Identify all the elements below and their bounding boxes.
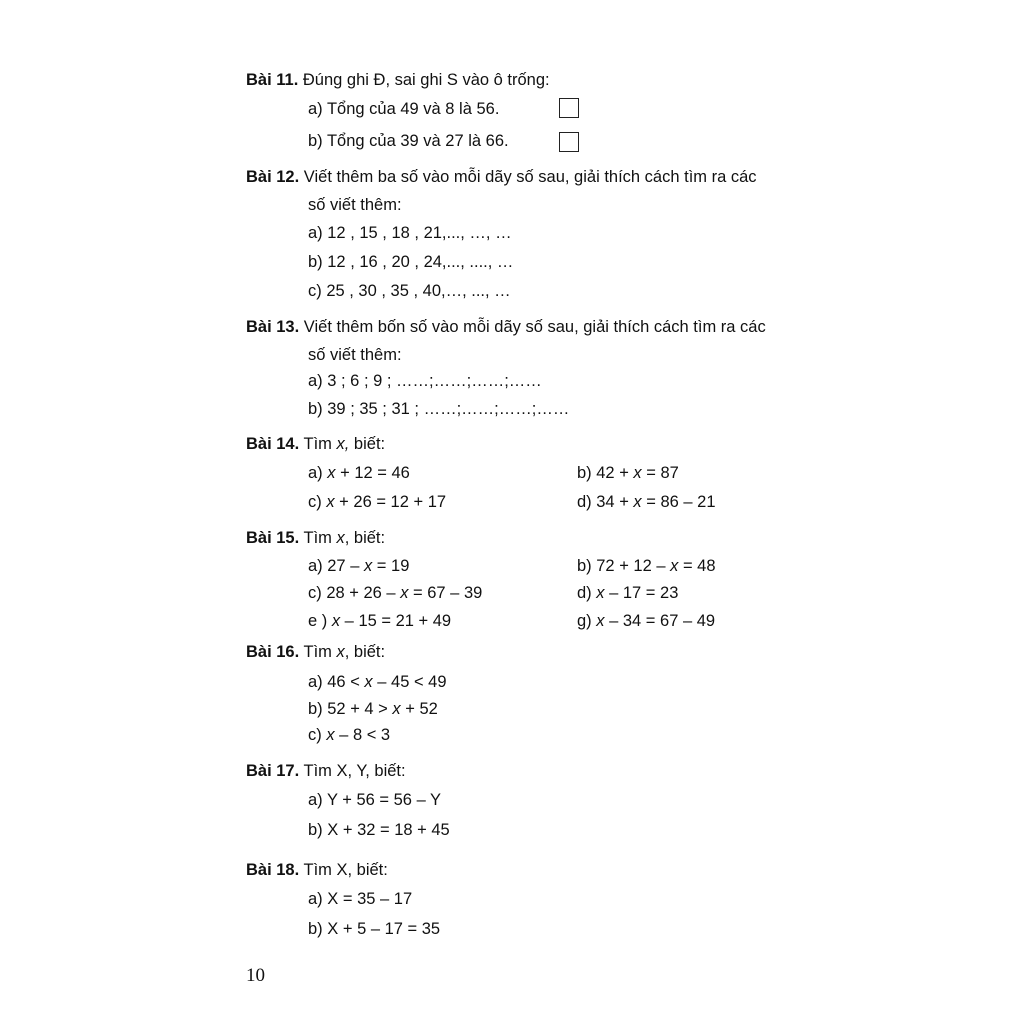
exercise-number: Bài 13.: [246, 318, 300, 336]
exercise-item: b) X + 32 = 18 + 45: [308, 821, 450, 839]
exercise-14-heading: [246, 434, 385, 454]
exercise-prompt: Đúng ghi Đ, sai ghi S vào ô trống:: [302, 71, 550, 89]
page-number: 10: [246, 965, 265, 986]
exercise-13-heading: [246, 317, 766, 337]
exercise-11-heading: [246, 70, 550, 90]
exercise-number: Bài 15.: [246, 529, 300, 547]
exercise-item: b) X + 5 – 17 = 35: [308, 920, 441, 938]
exercise-item: c) x – 8 < 3: [308, 726, 391, 744]
exercise-item: d) x – 17 = 23: [577, 584, 679, 602]
variable: x: [336, 529, 345, 547]
exercise-prompt: Tìm X, biết:: [303, 861, 388, 879]
exercise-number: Bài 17.: [246, 762, 300, 780]
exercise-item: a) 27 – x = 19: [308, 557, 410, 575]
exercise-item: a) 3 ; 6 ; 9 ; ……;……;……;……: [308, 372, 542, 390]
exercise-15-heading: [246, 528, 385, 548]
exercise-item: a) 12 , 15 , 18 , 21,..., …, …: [308, 224, 512, 242]
answer-checkbox-a[interactable]: [559, 98, 579, 118]
exercise-item: b) 12 , 16 , 20 , 24,..., ...., …: [308, 253, 514, 271]
exercise-item: d) 34 + x = 86 – 21: [577, 493, 716, 511]
exercise-prompt: Viết thêm bốn số vào mỗi dãy số sau, giải thích cách tìm ra các: [303, 318, 766, 336]
exercise-item: b) 42 + x = 87: [577, 464, 679, 482]
exercise-item: b) 52 + 4 > x + 52: [308, 700, 438, 718]
exercise-17-heading: [246, 761, 406, 781]
exercise-number: Bài 16.: [246, 643, 300, 661]
prompt-text: Tìm: [303, 529, 337, 547]
prompt-text: biết:: [349, 435, 386, 453]
exercise-item: a) Y + 56 = 56 – Y: [308, 791, 442, 809]
exercise-item: a) x + 12 = 46: [308, 464, 410, 482]
exercise-item: c) 25 , 30 , 35 , 40,…, ..., …: [308, 282, 511, 300]
exercise-item: e ) x – 15 = 21 + 49: [308, 612, 452, 630]
prompt-text: Tìm: [303, 435, 337, 453]
exercise-item: a) Tổng của 49 và 8 là 56.: [308, 100, 500, 118]
exercise-item: a) X = 35 – 17: [308, 890, 413, 908]
exercise-12-heading: [246, 167, 757, 187]
exercise-item: b) 72 + 12 – x = 48: [577, 557, 716, 575]
exercise-prompt-cont: số viết thêm:: [308, 196, 402, 214]
exercise-prompt-cont: số viết thêm:: [308, 346, 402, 364]
exercise-item: b) 39 ; 35 ; 31 ; ……;……;……;……: [308, 400, 570, 418]
variable: x,: [336, 435, 350, 453]
exercise-item: g) x – 34 = 67 – 49: [577, 612, 716, 630]
prompt-text: , biết:: [344, 529, 386, 547]
answer-checkbox-b[interactable]: [559, 132, 579, 152]
variable: x: [336, 643, 345, 661]
exercise-prompt: Tìm X, Y, biết:: [303, 762, 406, 780]
exercise-number: Bài 14.: [246, 435, 300, 453]
prompt-text: , biết:: [344, 643, 386, 661]
exercise-number: Bài 11.: [246, 71, 299, 89]
exercise-number: Bài 18.: [246, 861, 300, 879]
exercise-item: b) Tổng của 39 và 27 là 66.: [308, 132, 509, 150]
exercise-number: Bài 12.: [246, 168, 300, 186]
exercise-16-heading: [246, 642, 385, 662]
exercise-item: c) 28 + 26 – x = 67 – 39: [308, 584, 483, 602]
exercise-item: c) x + 26 = 12 + 17: [308, 493, 447, 511]
exercise-18-heading: [246, 860, 388, 880]
prompt-text: Tìm: [303, 643, 337, 661]
exercise-item: a) 46 < x – 45 < 49: [308, 673, 447, 691]
exercise-prompt: Viết thêm ba số vào mỗi dãy số sau, giải thích cách tìm ra các: [303, 168, 757, 186]
